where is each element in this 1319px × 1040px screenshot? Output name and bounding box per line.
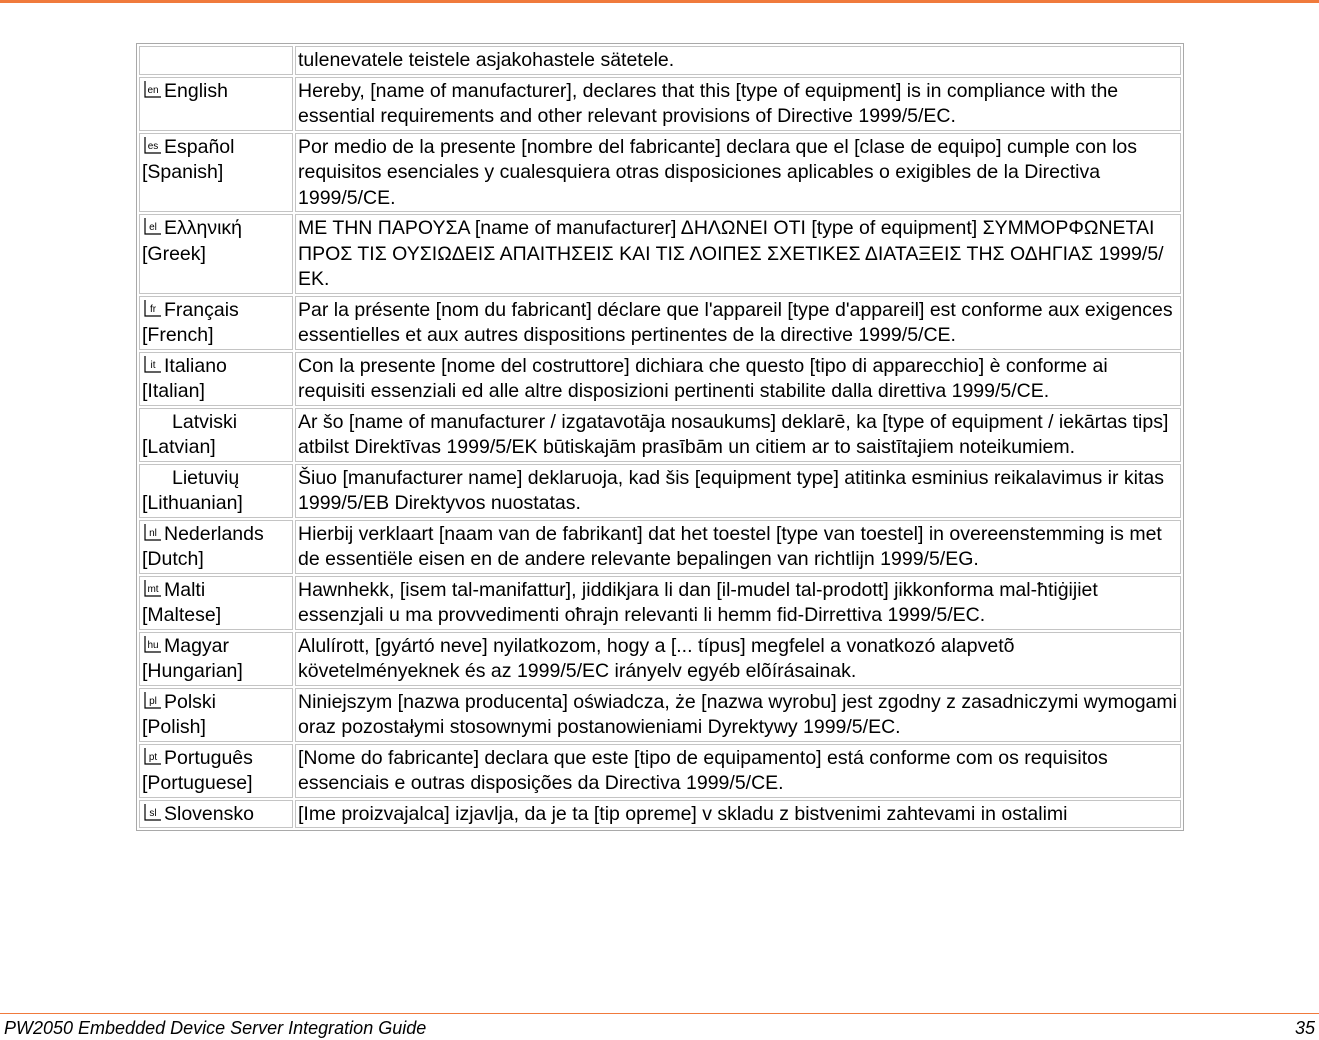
declaration-text: Šiuo [manufacturer name] deklaruoja, kad šis [equipment type] atitinka esminius reikalavimus ir kitas 1999/5/EB Direktyvos nuostatas. <box>295 464 1181 518</box>
language-english-name: [Hungarian] <box>142 660 243 682</box>
language-english-name: [Spanish] <box>142 161 224 183</box>
declaration-text: Con la presente [nome del costruttore] dichiara che questo [tipo di apparecchio] è conforme ai requisiti essenziali ed alle altre disposizioni pertinenti stabilite dalla direttiva 1999/5/CE. <box>295 352 1181 406</box>
declaration-text: Ar šo [name of manufacturer / izgatavotāja nosaukums] deklarē, ka [type of equipment / iekārtas tips] atbilst Direktīvas 1999/5/EK būtiskajām prasībām un citiem ar to saistītajiem noteikumiem. <box>295 408 1181 462</box>
declaration-text: Alulírott, [gyártó neve] nyilatkozom, hogy a [... típus] megfelel a vonatkozó alapvetõ követelményeknek és az 1999/5/EC irányelv egyéb elõírásainak. <box>295 632 1181 686</box>
language-label: Polski <box>164 690 217 713</box>
declaration-text: ΜΕ ΤΗΝ ΠΑΡΟΥΣΑ [name of manufacturer] ΔΗΛΩΝΕΙ ΟΤΙ [type of equipment] ΣΥΜΜΟΡΦΩΝΕΤΑΙ ΠΡΟΣ ΤΙΣ ΟΥΣΙΩΔΕΙΣ ΑΠΑΙΤΗΣΕΙΣ ΚΑΙ ΤΙΣ ΛΟΙΠΕΣ ΣΧΕΤΙΚΕΣ ΔΙΑΤΑΞΕΙΣ ΤΗΣ ΟΔΗΓΙΑΣ 1999/5/ΕΚ. <box>295 214 1181 294</box>
declaration-text: [Nome do fabricante] declara que este [tipo de equipamento] está conforme com os requisitos essenciais e outras disposições da Directiva 1999/5/CE. <box>295 744 1181 798</box>
language-cell <box>139 464 293 518</box>
language-name <box>142 467 239 489</box>
svg-text:es: es <box>147 140 159 152</box>
table-row <box>139 688 1181 742</box>
language-name <box>142 579 205 601</box>
language-cell <box>139 352 293 406</box>
language-name <box>142 217 242 239</box>
language-name <box>142 136 234 158</box>
svg-text:pt: pt <box>148 751 158 763</box>
language-cell <box>139 296 293 350</box>
language-name <box>142 691 216 713</box>
table-row <box>139 520 1181 574</box>
language-cell <box>139 744 293 798</box>
table-row <box>139 408 1181 462</box>
header-rule <box>0 0 1319 3</box>
language-flag-icon <box>142 746 164 766</box>
footer-title: PW2050 Embedded Device Server Integration Guide <box>4 1018 427 1038</box>
language-english-name: [Portuguese] <box>142 772 253 794</box>
svg-text:it: it <box>150 359 156 371</box>
language-flag-icon <box>142 79 164 99</box>
language-flag-icon <box>142 354 164 374</box>
language-label: Slovensko <box>164 802 254 825</box>
language-english-name: [Lithuanian] <box>142 492 243 514</box>
language-label: Français <box>164 298 239 321</box>
declaration-text: Hereby, [name of manufacturer], declares that this [type of equipment] is in compliance with the essential requirements and other relevant provisions of Directive 1999/5/EC. <box>295 77 1181 131</box>
language-english-name: [French] <box>142 324 214 346</box>
language-cell <box>139 408 293 462</box>
language-cell <box>139 46 293 75</box>
footer-rule <box>0 1013 1319 1014</box>
declaration-table-body <box>139 46 1181 828</box>
language-label: Nederlands <box>164 522 264 545</box>
language-cell <box>139 214 293 294</box>
svg-text:sl: sl <box>149 807 157 819</box>
language-flag-icon <box>142 634 164 654</box>
language-name <box>142 355 227 377</box>
table-row <box>139 352 1181 406</box>
language-name <box>142 523 264 545</box>
language-label: Magyar <box>164 634 230 657</box>
svg-text:fr: fr <box>149 303 157 315</box>
language-english-name: [Polish] <box>142 716 206 738</box>
language-cell <box>139 800 293 829</box>
flag-placeholder <box>142 466 172 486</box>
language-english-name: [Italian] <box>142 380 205 402</box>
table-row <box>139 214 1181 294</box>
language-cell <box>139 133 293 213</box>
language-label: Português <box>164 746 253 769</box>
declaration-text: Par la présente [nom du fabricant] déclare que l'appareil [type d'appareil] est conforme aux exigences essentielles et aux autres dispositions pertinentes de la directive 1999/5/CE. <box>295 296 1181 350</box>
language-cell <box>139 77 293 131</box>
language-flag-icon <box>142 298 164 318</box>
table-row <box>139 800 1181 829</box>
flag-placeholder <box>142 410 172 430</box>
declaration-text: Por medio de la presente [nombre del fabricante] declara que el [clase de equipo] cumple con los requisitos esenciales y cualesquiera otras disposiciones aplicables o exigibles de la Directiva 1999/5/CE. <box>295 133 1181 213</box>
language-label: Italiano <box>164 354 227 377</box>
table-row <box>139 632 1181 686</box>
svg-text:mt: mt <box>147 583 159 595</box>
table-row <box>139 576 1181 630</box>
language-flag-icon <box>142 690 164 710</box>
table-row <box>139 46 1181 75</box>
declaration-text: [Ime proizvajalca] izjavlja, da je ta [tip opreme] v skladu z bistvenimi zahtevami in ostalimi <box>295 800 1181 829</box>
language-label: Malti <box>164 578 206 601</box>
language-flag-icon <box>142 578 164 598</box>
table-row <box>139 464 1181 518</box>
language-flag-icon <box>142 216 164 236</box>
svg-text:en: en <box>147 84 159 96</box>
svg-text:pl: pl <box>149 695 157 707</box>
table-row <box>139 296 1181 350</box>
declaration-table <box>136 43 1184 831</box>
page-number: 35 <box>1294 1018 1315 1038</box>
language-name <box>142 80 228 102</box>
declaration-text: Hawnhekk, [isem tal-manifattur], jiddikjara li dan [il-mudel tal-prodott] jikkonforma mal-ħtiġijiet essenzjali u ma provvedimenti oħrajn relevanti li hemm fid-Dirrettiva 1999/5/EC. <box>295 576 1181 630</box>
language-english-name: [Latvian] <box>142 436 216 458</box>
language-label: Ελληνική <box>164 217 243 239</box>
language-english-name: [Greek] <box>142 242 206 265</box>
language-name <box>142 411 237 433</box>
language-name <box>142 635 229 657</box>
language-cell <box>139 632 293 686</box>
svg-text:hu: hu <box>147 639 159 651</box>
svg-text:el: el <box>149 222 157 233</box>
declaration-text: Niniejszym [nazwa producenta] oświadcza, że [nazwa wyrobu] jest zgodny z zasadniczymi wymogami oraz pozostałymi stosownymi postanowieniami Dyrektywy 1999/5/EC. <box>295 688 1181 742</box>
language-flag-icon <box>142 802 164 822</box>
language-label: English <box>164 79 228 102</box>
declaration-text: Hierbij verklaart [naam van de fabrikant] dat het toestel [type van toestel] in overeenstemming is met de essentiële eisen en de andere relevante bepalingen van richtlijn 1999/5/EG. <box>295 520 1181 574</box>
language-label: Latviski <box>172 410 238 433</box>
language-english-name: [Maltese] <box>142 604 222 626</box>
svg-text:nl: nl <box>149 527 157 539</box>
language-flag-icon <box>142 135 164 155</box>
language-cell <box>139 520 293 574</box>
language-label: Lietuvių <box>172 466 240 489</box>
table-row <box>139 133 1181 213</box>
language-english-name: [Dutch] <box>142 548 204 570</box>
language-name <box>142 747 253 769</box>
language-name <box>142 803 254 825</box>
declaration-text: tulenevatele teistele asjakohastele sätetele. <box>295 46 1181 75</box>
table-row <box>139 744 1181 798</box>
table-row <box>139 77 1181 131</box>
language-name <box>142 299 239 321</box>
language-cell <box>139 688 293 742</box>
language-flag-icon <box>142 522 164 542</box>
language-cell <box>139 576 293 630</box>
language-label: Español <box>164 135 235 158</box>
